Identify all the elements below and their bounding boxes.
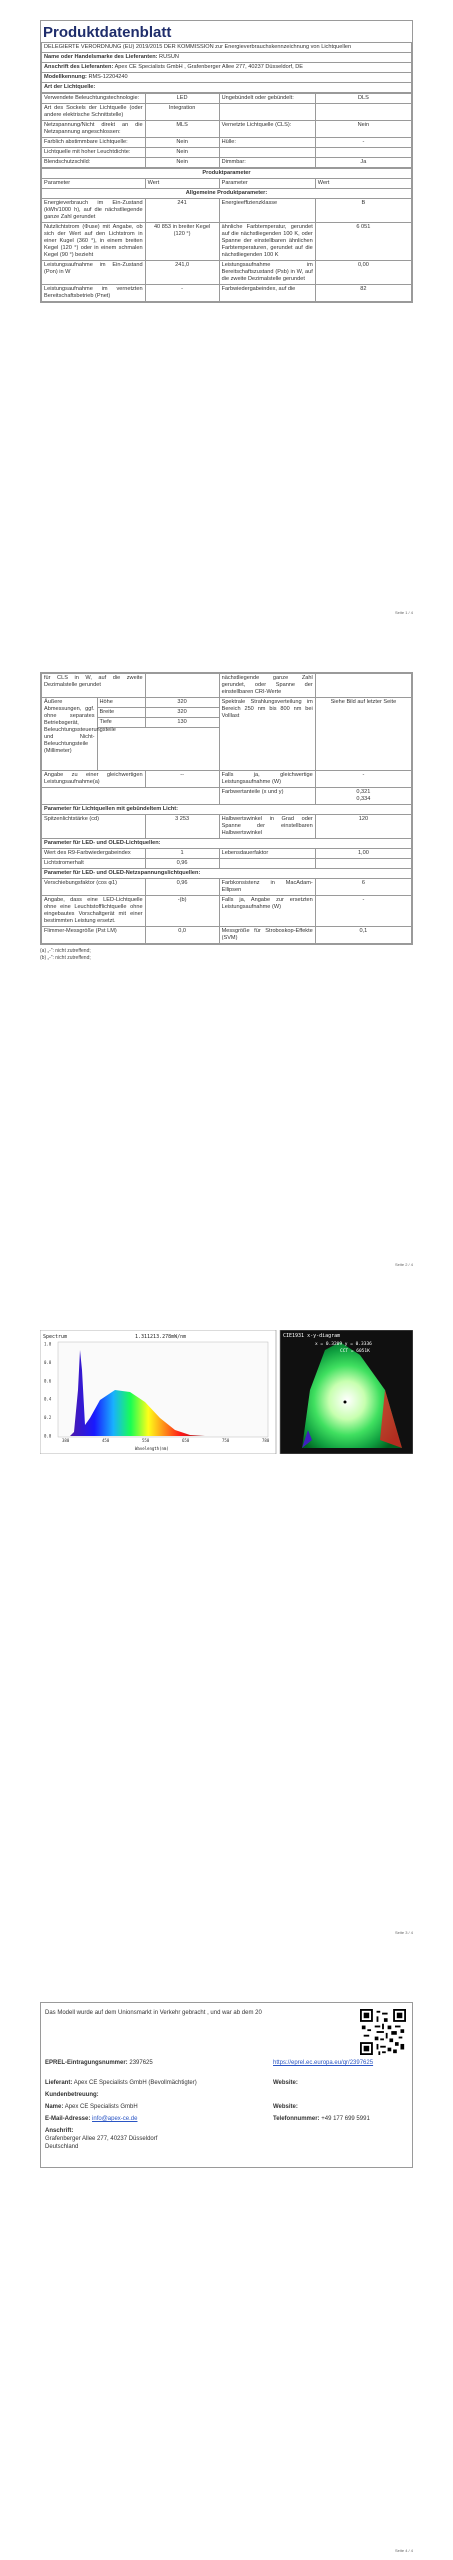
mains-param-value: 0,0 (145, 927, 219, 944)
model-label: Modellkennung: (44, 74, 87, 80)
general-row (42, 261, 412, 285)
chroma-blank (42, 788, 220, 805)
mains-param-label-2: Messgröße für Stroboskop-Effekte (SVM) (219, 927, 315, 944)
type-param-label: Lichtquelle mit hoher Leuchtdichte: (42, 148, 146, 158)
page2-frame (40, 672, 413, 945)
spectrum-xtick-label: 750 (222, 1438, 230, 1443)
mains-param-label: Angabe, dass eine LED-Lichtquelle ohne eine Leuchtstofflichtquelle ohne eingebautes Vorschaltgerät mit einer bestimmten Leistung ersetzt. (42, 896, 146, 927)
lieferant-value: Apex CE Specialists GmbH (Bevollmächtigter) (73, 2080, 197, 2086)
led-param-label-2 (219, 859, 315, 869)
model-value: RMS-12204240 (88, 74, 128, 80)
type-row (42, 138, 412, 148)
type-param-label: Farblich abstimmbare Lichtquelle: (42, 138, 146, 148)
regulation-text: DELEGIERTE VERORDNUNG (EU) 2019/2015 DER KOMMISSION zur Energieverbrauchskennzeichnung von Lichtquellen (42, 43, 412, 53)
lieferant-label: Lieferant: (45, 2080, 73, 2086)
type-param-label-2: Dimmbar: (219, 158, 315, 168)
spectrum-cie-image (40, 1330, 413, 1454)
chroma-label: Farbwertanteile (x und y) (219, 788, 315, 805)
type-param-value: LED (145, 94, 219, 104)
lieferant-row (45, 2079, 265, 2087)
spectrum-xtick-label: 650 (182, 1438, 190, 1443)
mains-param-label-2: Falls ja, Angabe zur ersetzten Leistungsaufnahme (W) (219, 896, 315, 927)
mains-row (42, 927, 412, 944)
qr-code-icon[interactable] (360, 2009, 406, 2055)
dim-val-breite: 320 (145, 708, 219, 718)
tel-label: Telefonnummer: (273, 2116, 320, 2122)
general-row (42, 199, 412, 223)
led-param-label-2: Lebensdauerfaktor (219, 849, 315, 859)
anschrift-label: Anschrift: (45, 2128, 74, 2134)
type-param-value-2: Ja (315, 158, 411, 168)
email-link[interactable]: info@apex-ce.de (92, 2116, 138, 2122)
general-row (42, 285, 412, 302)
footnote-a: (a) „-“: nicht zutreffend; (40, 948, 91, 954)
type-param-value-2: - (315, 138, 411, 148)
spectrum-ytick-label: 1.0 (44, 1341, 52, 1347)
type-param-value-2 (315, 148, 411, 158)
general-param-label: Nutzlichtstrom (Φuse) mit Angabe, ob sich der Wert auf den Lichtstrom in einer Kugel (360 °), in einem breiten Kegel (120 °) oder in einem schmalen Kegel (90 °) bezieht (42, 223, 146, 261)
dim-key-tiefe: Tiefe (97, 718, 145, 728)
chroma-value: 0,321 0,334 (315, 788, 411, 805)
mains-param-value-2: - (315, 896, 411, 927)
general-param-label: Energieverbrauch im Ein-Zustand (kWh/1000 h), auf die nächstliegende ganze Zahl gerundet (42, 199, 146, 223)
general-param-label-2: Energieeffizienzklasse (219, 199, 315, 223)
page-number-3: Seite 3 / 4 (394, 1930, 413, 1935)
type-param-value: Nein (145, 158, 219, 168)
mains-param-label: Flimmer-Messgröße (Pst LM) (42, 927, 146, 944)
page2-table (41, 673, 412, 944)
spectrum-xtick-label: 550 (142, 1438, 150, 1443)
spectral-value: Siehe Bild auf letzter Seite (315, 698, 411, 771)
mains-title: Parameter für LED- und OLED-Netzspannungslichtquellen: (42, 869, 412, 879)
tel-value: +49 177 699 5991 (321, 2116, 370, 2122)
supplier-name-value: RUSUN (159, 54, 179, 60)
continued-param-value (145, 674, 219, 698)
type-param-value-2 (315, 104, 411, 121)
general-param-value-2: 82 (315, 285, 411, 302)
supplier-address-label: Anschrift des Lieferanten: (44, 64, 114, 70)
type-label: Art der Lichtquelle: (42, 83, 412, 93)
supplier-address-row (42, 63, 412, 73)
eprel-row (45, 2059, 225, 2067)
dls-param-value-2: 120 (315, 815, 411, 839)
spectrum-ytick-label: 0.2 (44, 1415, 52, 1421)
led-row (42, 859, 412, 869)
type-param-value-2: DLS (315, 94, 411, 104)
dims-label: Äußere Abmessungen, ggf. ohne separates Betriebsgerät, Beleuchtungssteuerungsteile und Nicht-Beleuchtungsteile (Millimeter) (42, 698, 98, 771)
footnote-b: (b) „-“: nicht zutreffend; (40, 955, 91, 961)
supplier-address-value: Apex CE Specialists GmbH , Grafenberger Allee 277, 40237 Düsseldorf, DE (114, 64, 303, 70)
email-label: E-Mail-Adresse: (45, 2116, 91, 2122)
type-param-value: MLS (145, 121, 219, 138)
led-title: Parameter für LED- und OLED-Lichtquellen: (42, 839, 412, 849)
general-param-value-2: 0,00 (315, 261, 411, 285)
spectrum-xtick-label: 450 (102, 1438, 110, 1443)
intro-text: Das Modell wurde auf dem Unionsmarkt in Verkehr gebracht , und war ab dem 20 (45, 2010, 262, 2016)
spectrum-xtick-label: 780 (262, 1438, 270, 1443)
type-param-label-2: Vernetzte Lichtquelle (CLS): (219, 121, 315, 138)
mains-param-label: Verschiebungsfaktor (cos φ1) (42, 879, 146, 896)
page-title: Produktdatenblatt (43, 24, 172, 41)
led-param-value-2 (315, 859, 411, 869)
tel-row (273, 2115, 413, 2123)
cie-cct: CCT = 6051K (340, 1349, 370, 1354)
equiv-label: Angabe zu einer gleichwertigen Leistungsaufnahme(a) (42, 771, 146, 788)
supplier-name-row (42, 53, 412, 63)
mains-row (42, 896, 412, 927)
type-param-label-2 (219, 148, 315, 158)
spectrum-xtick-label: 380 (62, 1438, 70, 1443)
supplier-name-label: Name oder Handelsmarke des Lieferanten: (44, 54, 158, 60)
continued-param-label: für CLS in W, auf die zweite Dezimalstelle gerundet (42, 674, 146, 698)
mains-param-value: 0,96 (145, 879, 219, 896)
type-param-label: Netzspannung/Nicht direkt an die Netzspannung angeschlossen: (42, 121, 146, 138)
type-param-label-2: Hülle: (219, 138, 315, 148)
type-param-label-2: Ungebündelt oder gebündelt: (219, 94, 315, 104)
page-number-1: Seite 1 / 4 (394, 610, 413, 615)
mains-row (42, 879, 412, 896)
type-param-label: Verwendete Beleuchtungstechnologie: (42, 94, 146, 104)
name-row (45, 2103, 265, 2111)
continued-param-value-2 (315, 674, 411, 698)
type-table (41, 93, 412, 168)
cie-point (344, 1401, 347, 1404)
col-header-parameter-1: Parameter (42, 179, 146, 189)
general-param-value: 241,0 (145, 261, 219, 285)
product-params-table (41, 168, 412, 302)
led-param-label: Wert des R9-Farbwiedergabeindex (42, 849, 146, 859)
spectrum-ytick-label: 0.8 (44, 1359, 52, 1365)
dims-spacer (97, 728, 219, 771)
spectral-label: Spektrale Strahlungsverteilung im Bereich 250 nm bis 800 nm bei Volllast (219, 698, 315, 771)
general-param-label: Leistungsaufnahme im vernetzten Bereitschaftsbetrieb (Pnet) (42, 285, 146, 302)
led-row (42, 849, 412, 859)
general-param-value-2: 6 051 (315, 223, 411, 261)
type-param-value: Nein (145, 138, 219, 148)
name-value: Apex CE Specialists GmbH (64, 2104, 138, 2110)
mains-param-label-2: Farbkonsistenz in MacAdam-Ellipsen (219, 879, 315, 896)
general-param-value-2: B (315, 199, 411, 223)
anschrift-value: Grafenberger Allee 277, 40237 Düsseldorf Deutschland (45, 2136, 158, 2150)
general-param-label-2: Leistungsaufnahme im Bereitschaftszustand (Psb) in W, auf die zweite Dezimalstelle gerundet (219, 261, 315, 285)
spectrum-subtitle: 1.311213.278mW/nm (135, 1334, 187, 1340)
general-param-label-2: ähnliche Farbtemperatur, gerundet auf die nächstliegenden 100 K, oder Spanne der einstellbaren ähnlichen Farbtemperaturen, gerundet auf die nächstliegenden 100 K (219, 223, 315, 261)
type-row (42, 148, 412, 158)
col-header-parameter-2: Parameter (219, 179, 315, 189)
page4-frame (40, 2002, 413, 2168)
led-param-value-2: 1,00 (315, 849, 411, 859)
dim-val-hoehe: 320 (145, 698, 219, 708)
website-label-2: Website: (273, 2104, 298, 2110)
mains-param-value: -(b) (145, 896, 219, 927)
general-param-value: 40 853 in breiter Kegel (120 °) (145, 223, 219, 261)
led-param-value: 0,96 (145, 859, 219, 869)
spectrum-ytick-label: 0.6 (44, 1378, 52, 1384)
col-header-wert-1: Wert (145, 179, 219, 189)
type-param-label-2 (219, 104, 315, 121)
cie-xy: x = 0.3209 y = 0.3336 (315, 1342, 372, 1347)
page-number-2: Seite 2 / 4 (394, 1262, 413, 1267)
general-param-label: Leistungsaufnahme im Ein-Zustand (Pon) in W (42, 261, 146, 285)
equiv-if-yes-label: Falls ja, gleichwertige Leistungsaufnahme (W) (219, 771, 315, 788)
product-params-title: Produktparameter (42, 169, 412, 179)
mains-param-value-2: 0,1 (315, 927, 411, 944)
led-param-value: 1 (145, 849, 219, 859)
spectrum-ytick-label: 0.0 (44, 1433, 52, 1439)
spectrum-ytick-label: 0.4 (44, 1396, 52, 1402)
general-row (42, 223, 412, 261)
name-label: Name: (45, 2104, 64, 2110)
dim-key-hoehe: Höhe (97, 698, 145, 708)
dls-param-label-2: Halbwertswinkel in Grad oder Spanne der einstellbaren Halbwertswinkel (219, 815, 315, 839)
col-header-wert-2: Wert (315, 179, 411, 189)
page1-frame (40, 20, 413, 303)
page-4 (40, 2002, 413, 2168)
general-param-label-2: Farbwiedergabeindex, auf die (219, 285, 315, 302)
email-row (45, 2115, 265, 2123)
type-param-label: Art des Sockels der Lichtquelle (oder andere elektrische Schnittstelle) (42, 104, 146, 121)
type-row (42, 94, 412, 104)
dls-title: Parameter für Lichtquellen mit gebündeltem Licht: (42, 805, 412, 815)
led-param-label: Lichtstromerhalt (42, 859, 146, 869)
type-row (42, 104, 412, 121)
equiv-if-yes-value: - (315, 771, 411, 788)
continued-row (42, 674, 412, 698)
general-params-title: Allgemeine Produktparameter: (42, 189, 412, 199)
spectrum-title: Spectrum (43, 1334, 68, 1340)
header-table (41, 42, 412, 93)
general-param-value: 241 (145, 199, 219, 223)
cie-title: CIE1931 x-y-diagram (283, 1333, 341, 1339)
eprel-label: EPREL-Eintragungsnummer: (45, 2060, 128, 2066)
type-row (42, 121, 412, 138)
dim-key-breite: Breite (97, 708, 145, 718)
type-param-value: Nein (145, 148, 219, 158)
kunden-label: Kundenbetreuung: (45, 2092, 99, 2098)
type-param-value-2: Nein (315, 121, 411, 138)
page-2 (40, 672, 413, 962)
dls-param-label: Spitzenlichtstärke (cd) (42, 815, 146, 839)
spectrum-xlabel: Wavelength(nm) (135, 1446, 169, 1451)
mains-param-value-2: 6 (315, 879, 411, 896)
type-param-label: Blendschutzschild: (42, 158, 146, 168)
page-1 (40, 20, 413, 303)
eprel-link[interactable]: https://eprel.ec.europa.eu/qr/2397625 (273, 2060, 374, 2066)
continued-param-label-2: nächstliegende ganze Zahl gerundet, oder Spanne der einstellbaren CRI-Werte (219, 674, 315, 698)
website-label-1: Website: (273, 2080, 298, 2086)
type-row (42, 158, 412, 168)
page-number-4: Seite 4 / 4 (394, 2548, 413, 2553)
equiv-value: -- (145, 771, 219, 788)
general-param-value: - (145, 285, 219, 302)
type-param-value: Integration (145, 104, 219, 121)
dls-row (42, 815, 412, 839)
model-row (42, 73, 412, 83)
dls-param-value: 3 253 (145, 815, 219, 839)
dim-val-tiefe: 130 (145, 718, 219, 728)
eprel-value: 2397625 (129, 2060, 153, 2066)
